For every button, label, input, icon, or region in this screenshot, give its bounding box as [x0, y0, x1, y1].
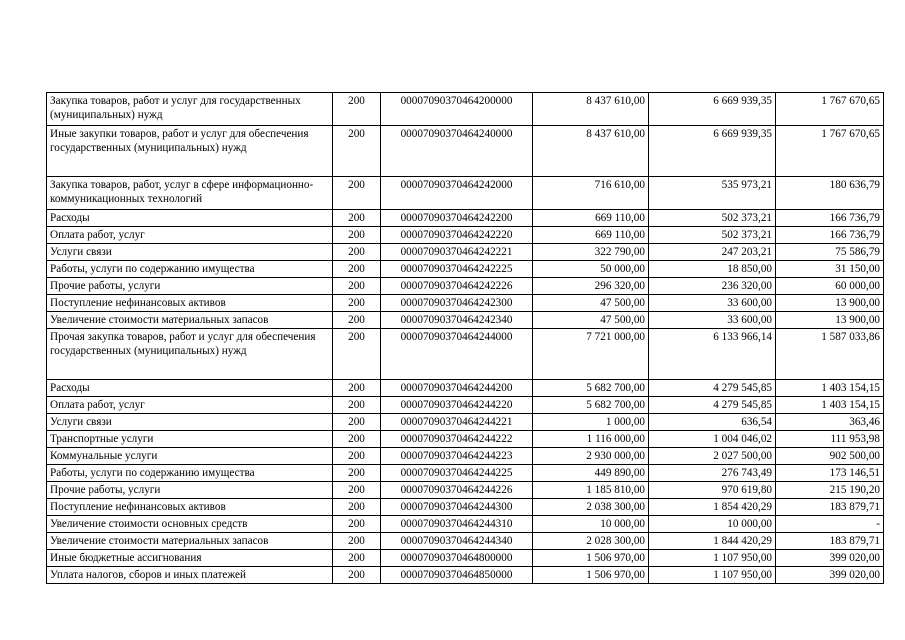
row-code-cell: 200: [333, 499, 381, 516]
row-remaining-cell: 173 146,51: [776, 465, 884, 482]
row-code-cell: 200: [333, 380, 381, 397]
table-row: [47, 499, 884, 516]
table-row: [47, 465, 884, 482]
row-plan-cell: 1 506 970,00: [533, 550, 649, 567]
row-code-cell: 200: [333, 465, 381, 482]
table-row: [47, 414, 884, 431]
row-executed-cell: 6 669 939,35: [649, 126, 776, 177]
row-name-cell: Уплата налогов, сборов и иных платежей: [47, 567, 333, 584]
row-name-cell: Расходы: [47, 380, 333, 397]
row-code-cell: 200: [333, 550, 381, 567]
row-executed-cell: 33 600,00: [649, 295, 776, 312]
budget-execution-table: [46, 92, 884, 584]
row-remaining-cell: 1 767 670,65: [776, 93, 884, 126]
row-plan-cell: 669 110,00: [533, 227, 649, 244]
table-row: [47, 329, 884, 380]
row-code-cell: 200: [333, 295, 381, 312]
row-executed-cell: 18 850,00: [649, 261, 776, 278]
row-plan-cell: 5 682 700,00: [533, 397, 649, 414]
row-executed-cell: 1 854 420,29: [649, 499, 776, 516]
row-remaining-cell: 166 736,79: [776, 210, 884, 227]
row-plan-cell: 2 930 000,00: [533, 448, 649, 465]
row-plan-cell: 47 500,00: [533, 295, 649, 312]
row-kbk-cell: 00007090370464242225: [381, 261, 533, 278]
row-kbk-cell: 00007090370464244223: [381, 448, 533, 465]
row-remaining-cell: 183 879,71: [776, 533, 884, 550]
table-row: [47, 516, 884, 533]
row-name-cell: Прочая закупка товаров, работ и услуг для обеспечения государственных (муниципальных) нужд: [47, 329, 333, 380]
row-executed-cell: 502 373,21: [649, 227, 776, 244]
row-code-cell: 200: [333, 329, 381, 380]
row-remaining-cell: -: [776, 516, 884, 533]
row-executed-cell: 4 279 545,85: [649, 397, 776, 414]
row-kbk-cell: 00007090370464242340: [381, 312, 533, 329]
row-code-cell: 200: [333, 448, 381, 465]
row-plan-cell: 8 437 610,00: [533, 126, 649, 177]
row-plan-cell: 669 110,00: [533, 210, 649, 227]
row-remaining-cell: 1 403 154,15: [776, 397, 884, 414]
row-name-cell: Прочие работы, услуги: [47, 278, 333, 295]
row-name-cell: Закупка товаров, работ, услуг в сфере информационно-коммуникационных технологий: [47, 177, 333, 210]
row-kbk-cell: 00007090370464242221: [381, 244, 533, 261]
row-remaining-cell: 399 020,00: [776, 550, 884, 567]
table-row: [47, 177, 884, 210]
table-row: [47, 278, 884, 295]
row-name-cell: Коммунальные услуги: [47, 448, 333, 465]
row-kbk-cell: 00007090370464242300: [381, 295, 533, 312]
row-code-cell: 200: [333, 227, 381, 244]
row-code-cell: 200: [333, 516, 381, 533]
row-kbk-cell: 00007090370464244226: [381, 482, 533, 499]
row-kbk-cell: 00007090370464244200: [381, 380, 533, 397]
row-name-cell: Расходы: [47, 210, 333, 227]
row-name-cell: Поступление нефинансовых активов: [47, 295, 333, 312]
row-name-cell: Работы, услуги по содержанию имущества: [47, 465, 333, 482]
row-plan-cell: 2 038 300,00: [533, 499, 649, 516]
table-row: [47, 210, 884, 227]
table-row: [47, 93, 884, 126]
row-plan-cell: 10 000,00: [533, 516, 649, 533]
row-kbk-cell: 00007090370464244000: [381, 329, 533, 380]
row-name-cell: Оплата работ, услуг: [47, 397, 333, 414]
row-code-cell: 200: [333, 397, 381, 414]
row-name-cell: Услуги связи: [47, 414, 333, 431]
row-executed-cell: 10 000,00: [649, 516, 776, 533]
row-remaining-cell: 1 767 670,65: [776, 126, 884, 177]
row-remaining-cell: 215 190,20: [776, 482, 884, 499]
row-remaining-cell: 13 900,00: [776, 312, 884, 329]
row-plan-cell: 1 116 000,00: [533, 431, 649, 448]
row-executed-cell: 276 743,49: [649, 465, 776, 482]
row-executed-cell: 1 107 950,00: [649, 550, 776, 567]
row-name-cell: Услуги связи: [47, 244, 333, 261]
row-remaining-cell: 111 953,98: [776, 431, 884, 448]
row-remaining-cell: 399 020,00: [776, 567, 884, 584]
row-plan-cell: 296 320,00: [533, 278, 649, 295]
table-row: [47, 312, 884, 329]
row-kbk-cell: 00007090370464244310: [381, 516, 533, 533]
row-plan-cell: 322 790,00: [533, 244, 649, 261]
table-row: [47, 448, 884, 465]
row-plan-cell: 716 610,00: [533, 177, 649, 210]
row-code-cell: 200: [333, 126, 381, 177]
row-executed-cell: 636,54: [649, 414, 776, 431]
row-executed-cell: 236 320,00: [649, 278, 776, 295]
table-body: [47, 93, 884, 584]
row-name-cell: Иные закупки товаров, работ и услуг для обеспечения государственных (муниципальных) нужд: [47, 126, 333, 177]
row-name-cell: Оплата работ, услуг: [47, 227, 333, 244]
row-code-cell: 200: [333, 567, 381, 584]
row-name-cell: Закупка товаров, работ и услуг для государственных (муниципальных) нужд: [47, 93, 333, 126]
row-remaining-cell: 1 403 154,15: [776, 380, 884, 397]
table-row: [47, 431, 884, 448]
row-remaining-cell: 13 900,00: [776, 295, 884, 312]
table-row: [47, 550, 884, 567]
row-code-cell: 200: [333, 210, 381, 227]
row-plan-cell: 5 682 700,00: [533, 380, 649, 397]
row-kbk-cell: 00007090370464242220: [381, 227, 533, 244]
row-plan-cell: 1 000,00: [533, 414, 649, 431]
table-row: [47, 567, 884, 584]
row-remaining-cell: 902 500,00: [776, 448, 884, 465]
row-code-cell: 200: [333, 177, 381, 210]
row-executed-cell: 1 844 420,29: [649, 533, 776, 550]
row-executed-cell: 33 600,00: [649, 312, 776, 329]
row-code-cell: 200: [333, 482, 381, 499]
row-executed-cell: 4 279 545,85: [649, 380, 776, 397]
table-row: [47, 227, 884, 244]
row-kbk-cell: 00007090370464242000: [381, 177, 533, 210]
row-kbk-cell: 00007090370464244225: [381, 465, 533, 482]
row-plan-cell: 1 506 970,00: [533, 567, 649, 584]
row-kbk-cell: 00007090370464240000: [381, 126, 533, 177]
row-executed-cell: 247 203,21: [649, 244, 776, 261]
row-kbk-cell: 00007090370464242226: [381, 278, 533, 295]
row-name-cell: Увеличение стоимости материальных запасов: [47, 312, 333, 329]
row-remaining-cell: 166 736,79: [776, 227, 884, 244]
row-remaining-cell: 75 586,79: [776, 244, 884, 261]
row-executed-cell: 6 669 939,35: [649, 93, 776, 126]
row-name-cell: Увеличение стоимости основных средств: [47, 516, 333, 533]
table-row: [47, 533, 884, 550]
row-kbk-cell: 00007090370464244300: [381, 499, 533, 516]
row-kbk-cell: 00007090370464200000: [381, 93, 533, 126]
row-code-cell: 200: [333, 414, 381, 431]
row-name-cell: Прочие работы, услуги: [47, 482, 333, 499]
row-kbk-cell: 00007090370464242200: [381, 210, 533, 227]
row-kbk-cell: 00007090370464850000: [381, 567, 533, 584]
row-remaining-cell: 1 587 033,86: [776, 329, 884, 380]
row-plan-cell: 1 185 810,00: [533, 482, 649, 499]
row-code-cell: 200: [333, 278, 381, 295]
table-row: [47, 397, 884, 414]
row-remaining-cell: 31 150,00: [776, 261, 884, 278]
row-plan-cell: 50 000,00: [533, 261, 649, 278]
row-name-cell: Транспортные услуги: [47, 431, 333, 448]
row-code-cell: 200: [333, 431, 381, 448]
row-executed-cell: 970 619,80: [649, 482, 776, 499]
row-kbk-cell: 00007090370464800000: [381, 550, 533, 567]
row-name-cell: Увеличение стоимости материальных запасов: [47, 533, 333, 550]
row-executed-cell: 535 973,21: [649, 177, 776, 210]
row-name-cell: Иные бюджетные ассигнования: [47, 550, 333, 567]
row-code-cell: 200: [333, 93, 381, 126]
table-row: [47, 482, 884, 499]
row-plan-cell: 47 500,00: [533, 312, 649, 329]
row-remaining-cell: 363,46: [776, 414, 884, 431]
row-remaining-cell: 183 879,71: [776, 499, 884, 516]
row-remaining-cell: 60 000,00: [776, 278, 884, 295]
row-kbk-cell: 00007090370464244340: [381, 533, 533, 550]
row-kbk-cell: 00007090370464244220: [381, 397, 533, 414]
row-executed-cell: 502 373,21: [649, 210, 776, 227]
row-kbk-cell: 00007090370464244222: [381, 431, 533, 448]
table-row: [47, 244, 884, 261]
row-code-cell: 200: [333, 244, 381, 261]
row-executed-cell: 1 107 950,00: [649, 567, 776, 584]
row-plan-cell: 7 721 000,00: [533, 329, 649, 380]
row-executed-cell: 2 027 500,00: [649, 448, 776, 465]
table-row: [47, 126, 884, 177]
table-row: [47, 261, 884, 278]
row-plan-cell: 8 437 610,00: [533, 93, 649, 126]
row-executed-cell: 1 004 046,02: [649, 431, 776, 448]
row-executed-cell: 6 133 966,14: [649, 329, 776, 380]
table-row: [47, 380, 884, 397]
row-name-cell: Поступление нефинансовых активов: [47, 499, 333, 516]
row-name-cell: Работы, услуги по содержанию имущества: [47, 261, 333, 278]
row-plan-cell: 449 890,00: [533, 465, 649, 482]
row-kbk-cell: 00007090370464244221: [381, 414, 533, 431]
row-code-cell: 200: [333, 312, 381, 329]
row-plan-cell: 2 028 300,00: [533, 533, 649, 550]
table-row: [47, 295, 884, 312]
row-code-cell: 200: [333, 533, 381, 550]
row-remaining-cell: 180 636,79: [776, 177, 884, 210]
row-code-cell: 200: [333, 261, 381, 278]
